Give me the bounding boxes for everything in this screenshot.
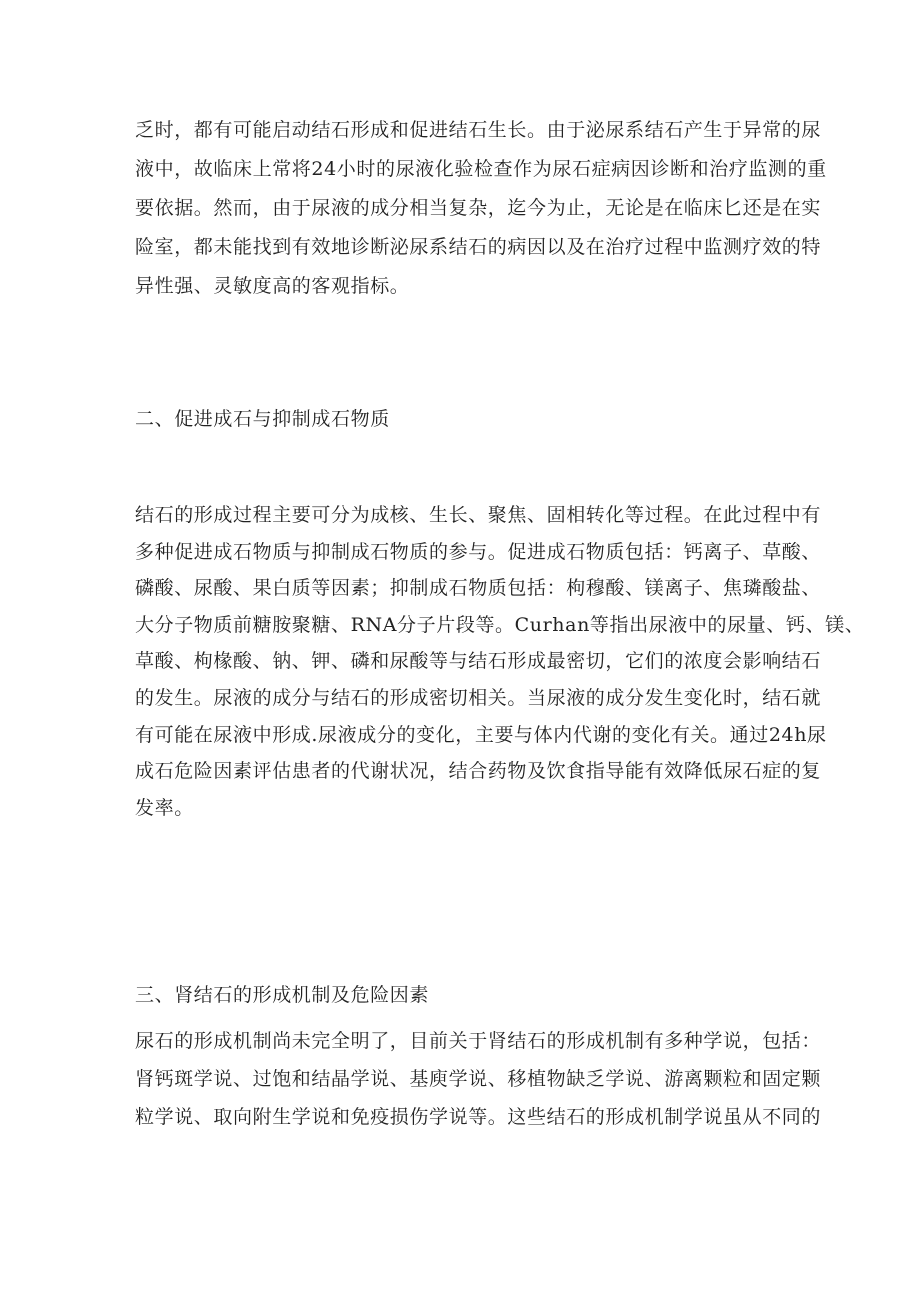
- section-heading: 二、促进成石与抑制成石物质: [135, 408, 390, 430]
- section-2-heading: [135, 402, 835, 436]
- paragraph-line: 乏时，都有可能启动结石形成和促进结石生长。由于泌尿系结石产生于异常的尿: [135, 119, 822, 141]
- section-3-heading: [135, 978, 835, 1012]
- paragraph-line: 要依据。然而，由于尿液的成分相当复杂，迄今为止，无论是在临床匕还是在实: [135, 197, 822, 219]
- paragraph-line: 成石危险因素评估患者的代谢状况，结合药物及饮食指导能有效降低尿石症的复: [135, 760, 822, 783]
- paragraph-line: 结石的形成过程主要可分为成核、生长、聚焦、固相转化等过程。在此过程中有: [135, 504, 822, 526]
- paragraph-line: 险室，都未能找到有效地诊断泌尿系结石的病因以及在治疗过程中监测疗效的特: [135, 236, 822, 258]
- section-2-body: [135, 498, 865, 827]
- section-heading: 三、肾结石的形成机制及危险因素: [135, 984, 430, 1006]
- paragraph-line: 尿石的形成机制尚未完全明了，目前关于肾结石的形成机制有多种学说，包括：: [135, 1030, 822, 1052]
- paragraph-1: [135, 113, 835, 308]
- paragraph-line: 异性强、灵敏度高的客观指标。: [135, 275, 410, 297]
- paragraph-line: 草酸、枸椽酸、钠、钾、磷和尿酸等与结石形成最密切，它们的浓度会影响结石: [135, 650, 822, 673]
- section-3-body: [135, 1024, 835, 1138]
- paragraph-line: 有可能在尿液中形成.尿液成分的变化，主要与体内代谢的变化有关。通过24h尿: [135, 723, 827, 746]
- paragraph-line: 多种促进成石物质与抑制成石物质的参与。促进成石物质包括：钙离子、草酸、: [135, 540, 822, 563]
- paragraph-line: 大分子物质前糖胺聚糖、RNA分子片段等。Curhan等指出尿液中的尿量、钙、镁、: [135, 613, 865, 636]
- paragraph-line: 磷酸、尿酸、果白质等因素；抑制成石物质包括：枸穆酸、镁离子、焦璘酸盐、: [135, 577, 822, 600]
- paragraph-line: 液中，故临床上常将24小时的尿液化验检查作为尿石症病因诊断和治疗监测的重: [135, 158, 827, 180]
- paragraph-line: 粒学说、取向附生学说和免疫损伤学说等。这些结石的形成机制学说虽从不同的: [135, 1106, 822, 1128]
- paragraph-line: 的发生。尿液的成分与结石的形成密切相关。当尿液的成分发生变化时，结石就: [135, 686, 822, 709]
- paragraph-line: 发率。: [135, 796, 194, 819]
- paragraph-line: 肾钙斑学说、过饱和结晶学说、基庾学说、移植物缺乏学说、游离颗粒和固定颗: [135, 1068, 822, 1090]
